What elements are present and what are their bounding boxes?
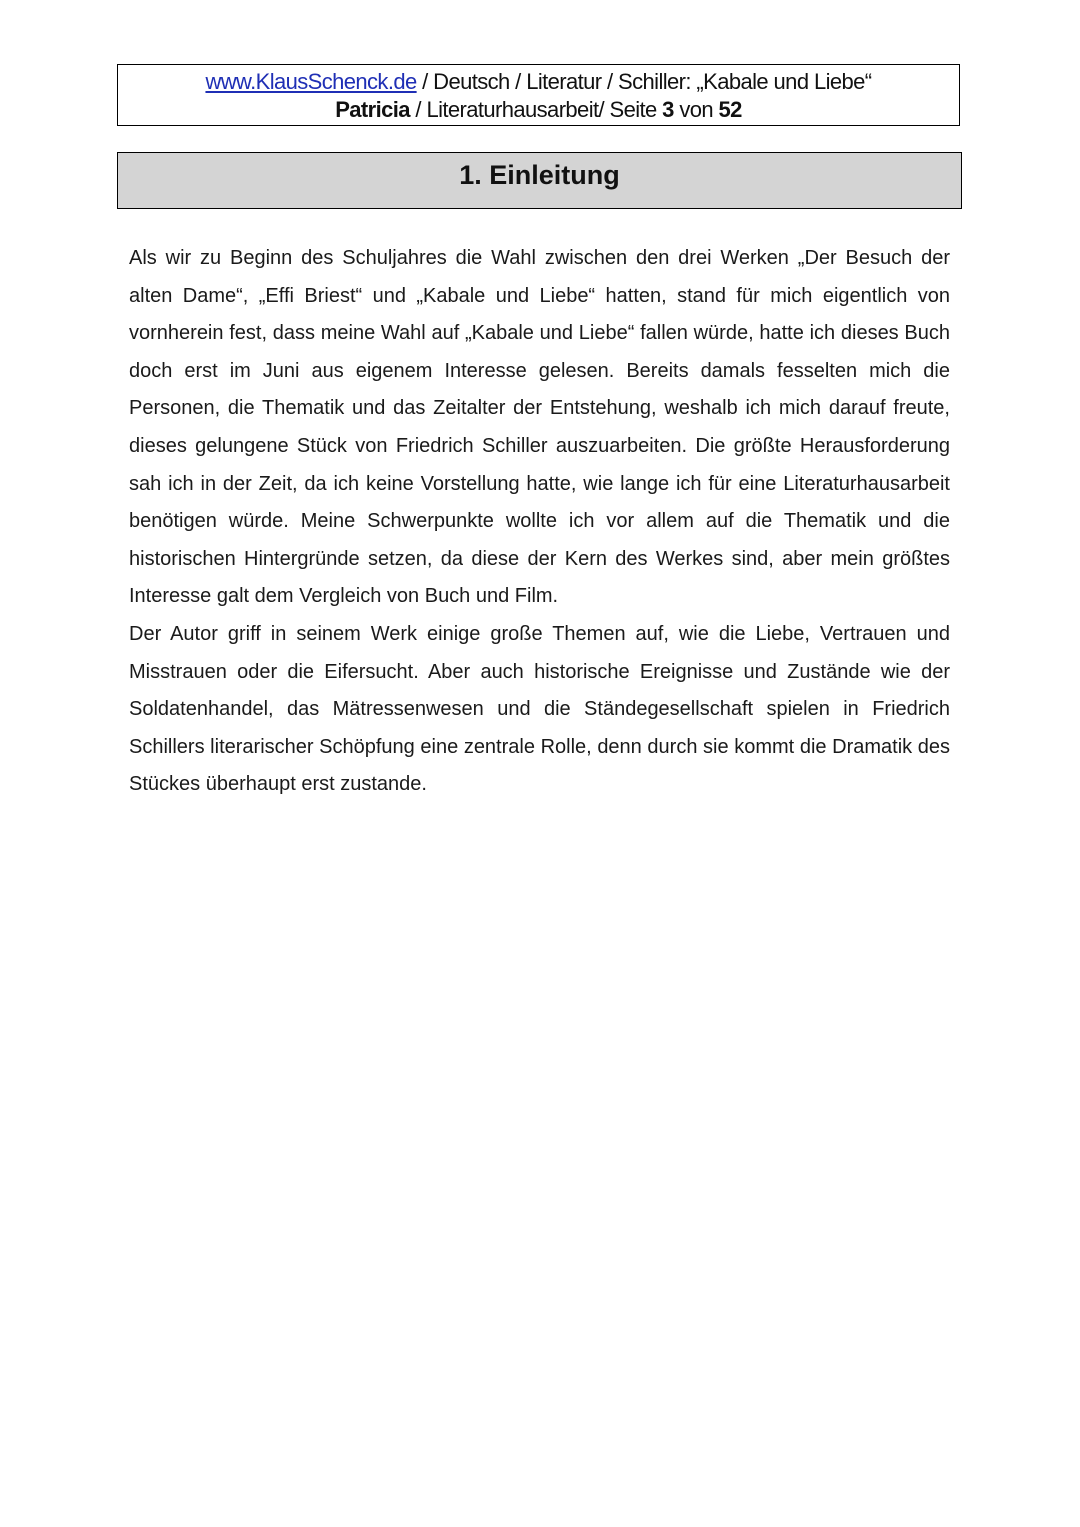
breadcrumb-path: / Deutsch / Literatur / Schiller: „Kabale und Liebe“ [416,69,872,94]
header-line-1 [118,68,959,96]
site-link[interactable]: www.KlausSchenck.de [205,69,417,94]
total-page-number: 52 [718,97,742,122]
paragraph: Als wir zu Beginn des Schuljahres die Wahl zwischen den drei Werken „Der Besuch der alten Dame“, „Effi Briest“ und „Kabale und Liebe“ hatten, stand für mich eigentlich von vornherein fest, dass meine Wahl auf „Kabale und Liebe“ fallen würde, hatte ich dieses Buch doch erst im Juni aus eigenem Interesse gelesen. Bereits damals fesselten mich die Personen, die Thematik und das Zeitalter der Entstehung, weshalb ich mich darauf freute, dieses gelungene Stück von Friedrich Schiller auszuarbeiten. Die größte Herausforderung sah ich in der Zeit, da ich keine Vorstellung hatte, wie lange ich für eine Literaturhausarbeit benötigen würde. Meine Schwerpunkte wollte ich vor allem auf die Thematik und die historischen Hintergründe setzen, da diese der Kern des Werkes sind, aber mein größtes Interesse galt dem Vergleich von Buch und Film. [129,247,950,608]
body-text [129,240,950,804]
current-page-number: 3 [662,97,674,122]
section-heading-box [117,152,962,209]
page-of-label: von [673,97,719,122]
section-title: 1. Einleitung [459,160,620,190]
paragraph: Der Autor griff in seinem Werk einige große Themen auf, wie die Liebe, Vertrauen und Misstrauen oder die Eifersucht. Aber auch historische Ereignisse und Zustände wie der Soldatenhandel, das Mätressenwesen und die Ständegesellschaft spielen in Friedrich Schillers literarischer Schöpfung eine zentrale Rolle, denn durch sie kommt die Dramatik des Stückes überhaupt erst zustande. [129,622,950,796]
document-type: / Literaturhausarbeit/ Seite [409,97,663,122]
header-line-2 [118,96,959,124]
author-name: Patricia [335,97,410,122]
page-header [117,64,960,126]
